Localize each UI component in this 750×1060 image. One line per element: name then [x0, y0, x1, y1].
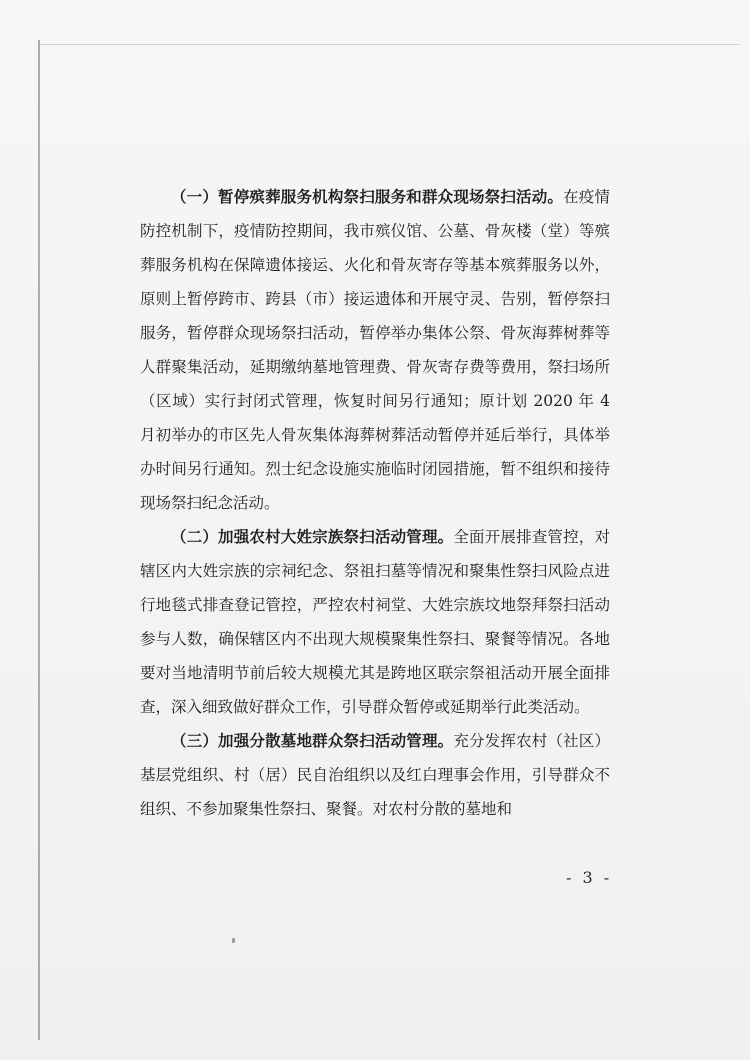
- section-heading-3: （三）加强分散墓地群众祭扫活动管理。: [171, 731, 454, 750]
- section-heading-2: （二）加强农村大姓宗族祭扫活动管理。: [171, 527, 454, 546]
- section-body-3: 充分发挥农村（社区）基层党组织、村（居）民自治组织以及红白理事会作用，引导群众不组织、不参加聚集性祭扫、聚餐。对农村分散的墓地和: [140, 732, 610, 818]
- page-number: - 3 -: [566, 868, 613, 887]
- section-heading-1: （一）暂停殡葬服务机构祭扫服务和群众现场祭扫活动。: [171, 187, 564, 206]
- scan-speck: [232, 938, 235, 943]
- scan-top-edge: [40, 44, 740, 45]
- section-body-1: 在疫情防控机制下，疫情防控期间，我市殡仪馆、公墓、骨灰楼（堂）等殡葬服务机构在保障遗体接运、火化和骨灰寄存等基本殡葬服务以外，原则上暂停跨市、跨县（市）接运遗体和开展守灵、告别，暂停祭扫服务，暂停群众现场祭扫活动，暂停举办集体公祭、骨灰海葬树葬等人群聚集活动，延期缴纳墓地管理费、骨灰寄存费等费用，祭扫场所（区域）实行封闭式管理，恢复时间另行通知；原计划 2020 年 4 月初举办的市区先人骨灰集体海葬树葬活动暂停并延后举行，具体举办时间另行通知。烈士纪念设施实施临时闭园措施，暂不组织和接待现场祭扫纪念活动。: [140, 188, 610, 512]
- scan-left-edge: [38, 40, 40, 1040]
- paragraph-2: [140, 520, 610, 724]
- document-body: [140, 180, 610, 826]
- section-body-2: 全面开展排查管控，对辖区内大姓宗族的宗祠纪念、祭祖扫墓等情况和聚集性祭扫风险点进行地毯式排查登记管控，严控农村祠堂、大姓宗族坟地祭拜祭扫活动参与人数，确保辖区内不出现大规模聚集性祭扫、聚餐等情况。各地要对当地清明节前后较大规模尤其是跨地区联宗祭祖活动开展全面排查，深入细致做好群众工作，引导群众暂停或延期举行此类活动。: [140, 528, 610, 716]
- paragraph-1: [140, 180, 610, 520]
- paragraph-3: [140, 724, 610, 826]
